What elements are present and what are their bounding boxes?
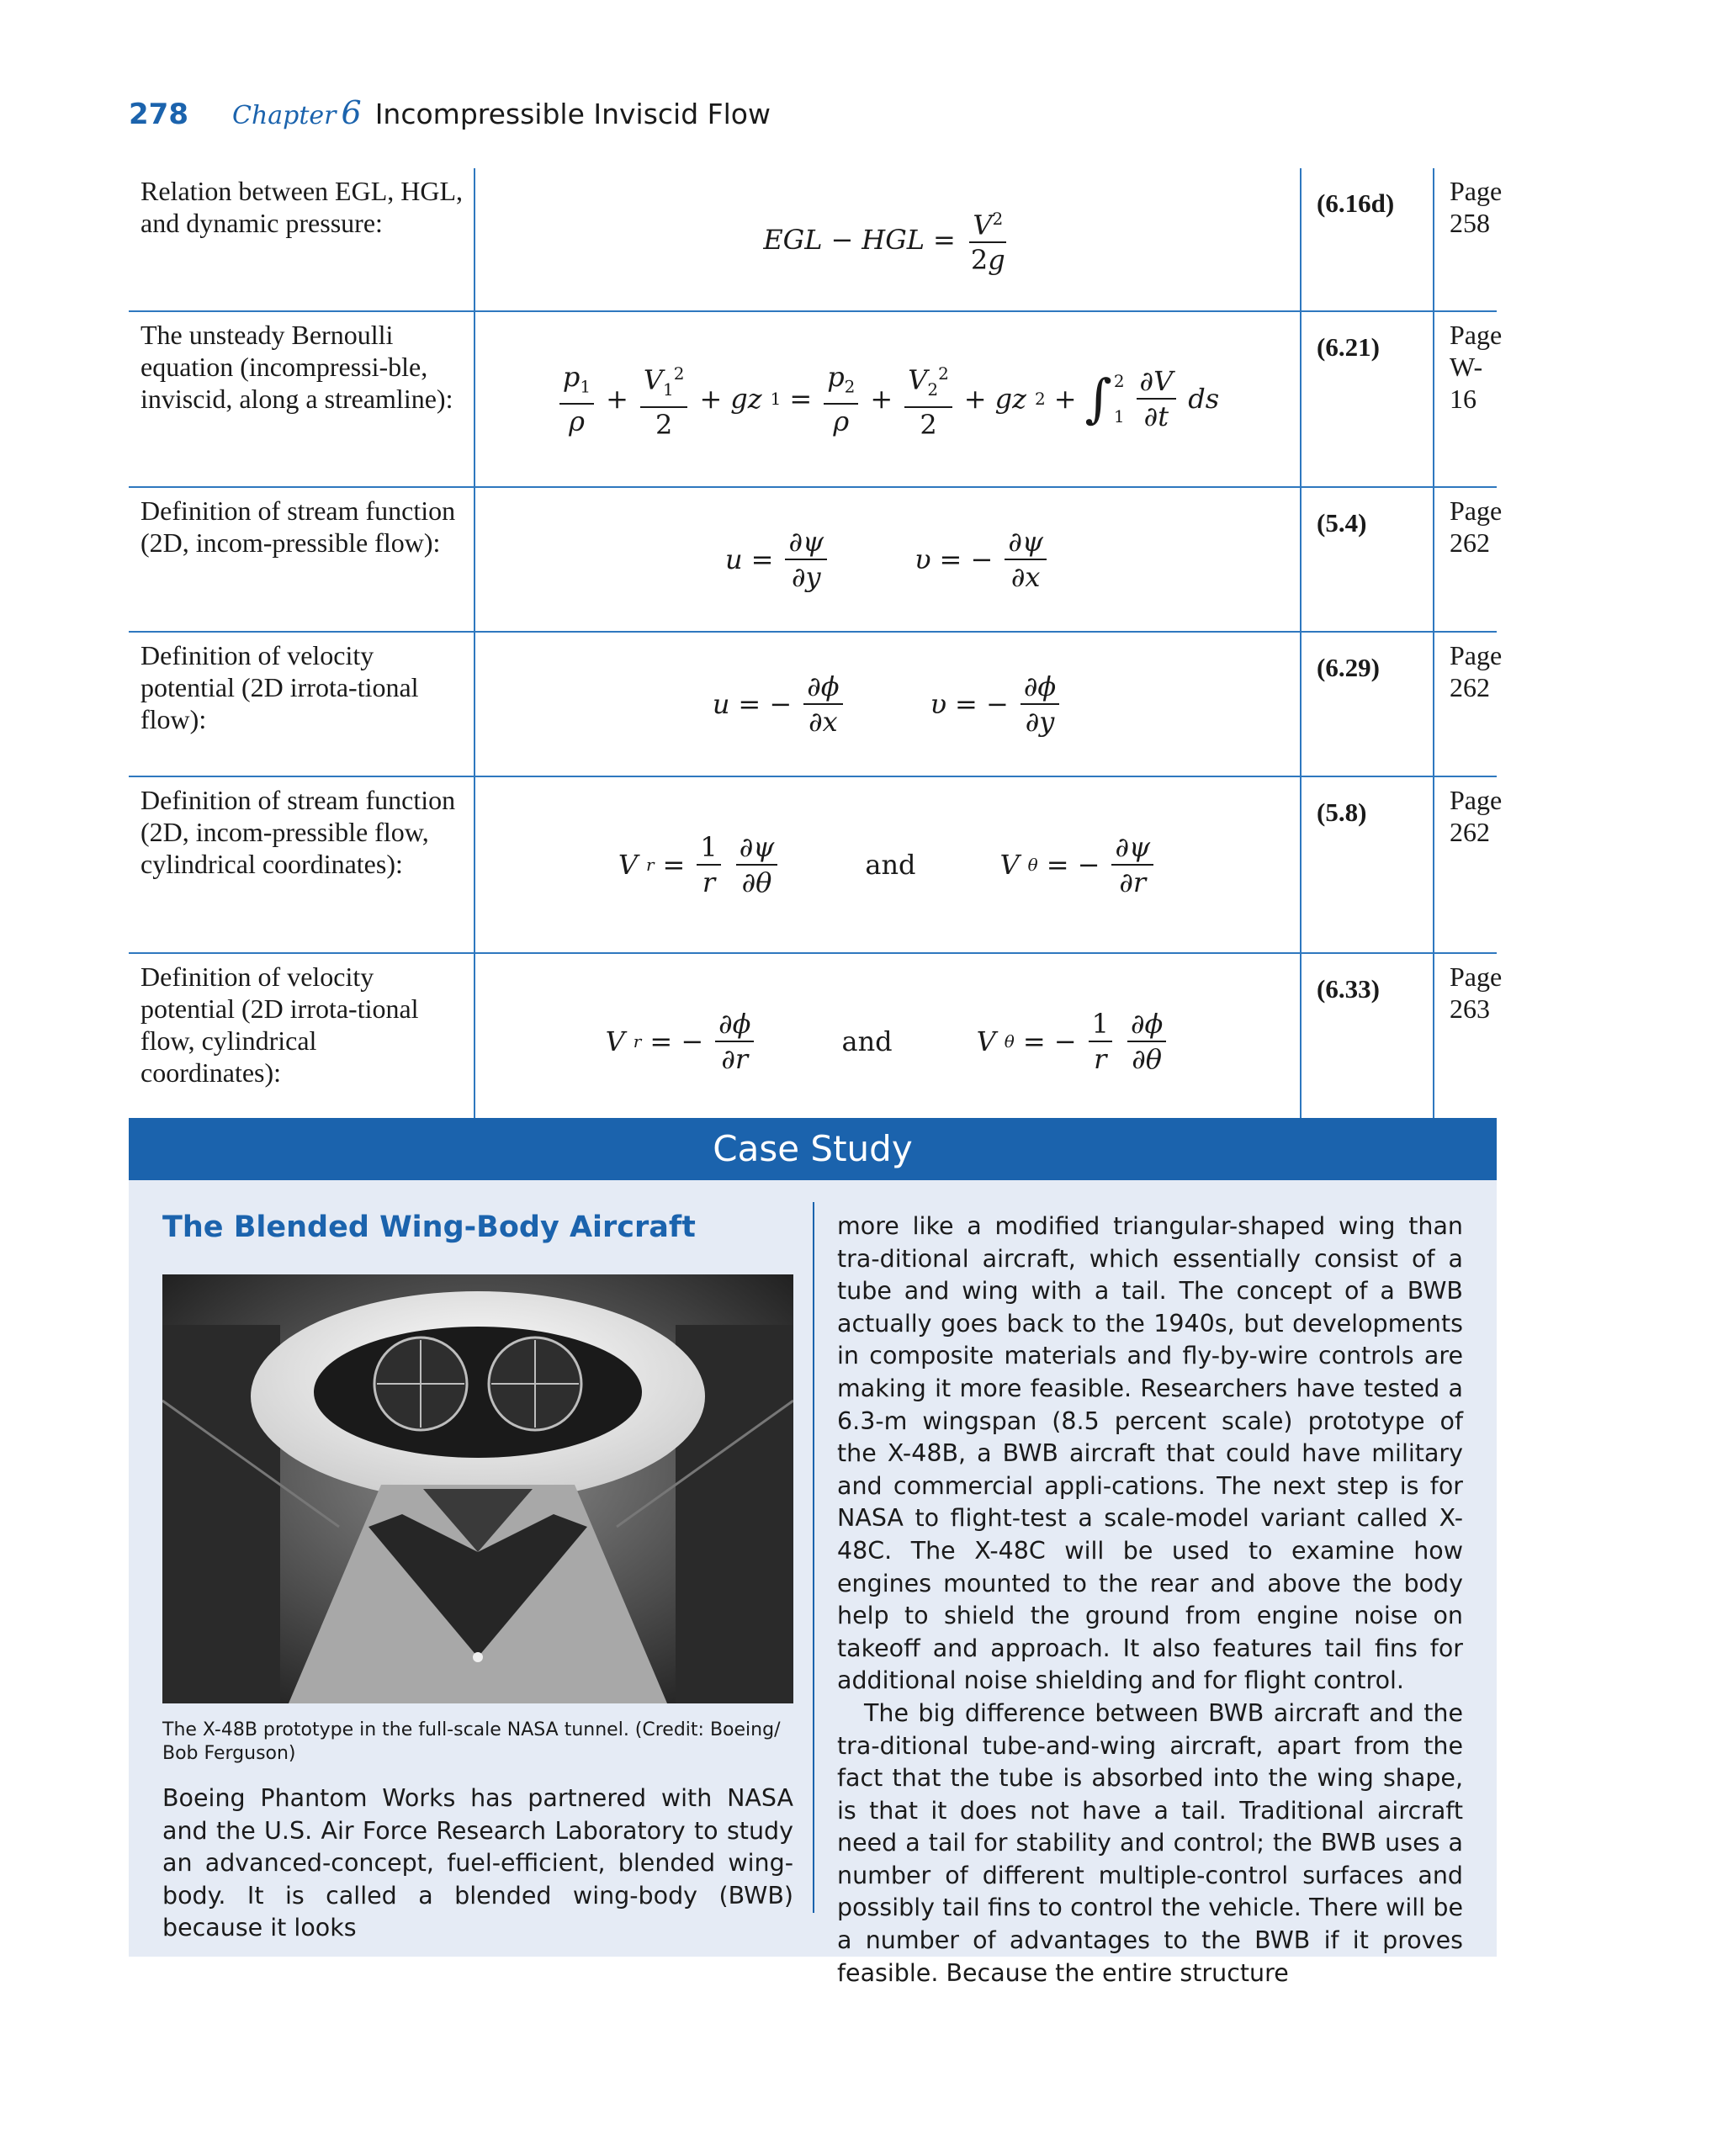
- table-row: [129, 168, 1497, 311]
- equation-description: Relation between EGL, HGL, and dynamic pressure:: [129, 168, 474, 311]
- table-row: [129, 953, 1497, 1131]
- case-study-paragraph: more like a modified triangular-shaped wing than tra-ditional aircraft, which essentially consist of a tube and wing with a tail. The concept of a BWB actually goes back to the 1940s, but developments in composite materials and fly-by-wire controls are making it more feasible. Researchers have tested a 6.3-m wingspan (8.5 percent scale) prototype of the X-48B, a BWB aircraft that could have military and commercial appli-cations. The next step is for NASA to flight-test a scale-model variant called X-48C. The X-48C will be used to examine how engines mounted to the rear and above the body help to shield the ground from engine noise on takeoff and approach. It also features tail fins for additional noise shielding and for flight control.: [837, 1212, 1463, 1695]
- page-value: 262: [1450, 817, 1490, 847]
- equation-description: Definition of velocity potential (2D irrota-tional flow, cylindrical coordinates):: [129, 953, 474, 1131]
- equation-number: (5.4): [1301, 487, 1434, 632]
- equation-velocity-potential-cylindrical: V r = − $\frac{\partial\phi}{\partial r}$ and V θ = − $\frac{1}{r}$ $\frac{\partial\phi}{\partial\theta}$: [474, 953, 1301, 1131]
- page-label: Page: [1450, 176, 1503, 206]
- case-study-banner: Case Study: [129, 1118, 1497, 1180]
- page-value: 263: [1450, 993, 1490, 1024]
- case-study-box: [129, 1118, 1497, 1987]
- page-value: 262: [1450, 672, 1490, 702]
- page-reference: [1434, 311, 1503, 487]
- case-study-left-column: [162, 1210, 793, 1945]
- photo-caption: The X-48B prototype in the full-scale NASA tunnel. (Credit: Boeing/ Bob Ferguson): [162, 1719, 781, 1764]
- page-reference: [1434, 168, 1503, 311]
- page-reference: [1434, 953, 1503, 1131]
- page-label: Page: [1450, 495, 1503, 526]
- page-label: Page: [1450, 320, 1503, 350]
- table-row: [129, 487, 1497, 632]
- page-reference: [1434, 776, 1503, 953]
- page-value: 258: [1450, 208, 1490, 238]
- equation-number: (6.33): [1301, 953, 1434, 1131]
- column-divider: [813, 1202, 814, 1913]
- equation-egl-hgl: EGL − HGL = $\frac{V^2}{2g}$: [474, 168, 1301, 311]
- page-reference: [1434, 487, 1503, 632]
- equation-stream-function: u = $\frac{\partial\psi}{\partial y}$ υ = − $\frac{\partial\psi}{\partial x}$: [474, 487, 1301, 632]
- chapter-title: Incompressible Inviscid Flow: [374, 98, 771, 130]
- equation-description: Definition of stream function (2D, incom-pressible flow, cylindrical coordinates):: [129, 776, 474, 953]
- equation-description: The unsteady Bernoulli equation (incompressi-ble, inviscid, along a streamline):: [129, 311, 474, 487]
- table-row: [129, 776, 1497, 953]
- case-study-title: The Blended Wing-Body Aircraft: [162, 1210, 696, 1244]
- equation-stream-function-cylindrical: V r = $\frac{1}{r}$ $\frac{\partial\psi}{\partial\theta}$ and V θ = − $\frac{\partial\psi}{\partial r}$: [474, 776, 1301, 953]
- page-value: 262: [1450, 527, 1490, 558]
- page-label: Page: [1450, 640, 1503, 670]
- chapter-label: Chapter: [231, 101, 337, 130]
- equation-description: Definition of stream function (2D, incom-pressible flow):: [129, 487, 474, 632]
- case-study-paragraph: The big difference between BWB aircraft and the tra-ditional tube-and-wing aircraft, apart from the fact that the tube is absorbed into the wing shape, is that it does not have a tail. Traditional aircraft need a tail for stability and control; the BWB uses a number of different multiple-control surfaces and possibly tail fins to control the vehicle. There will be a number of advantages to the BWB if it proves feasible. Because the entire structure: [837, 1698, 1463, 1987]
- and-word: and: [841, 1025, 893, 1057]
- page-label: Page: [1450, 961, 1503, 992]
- page-number: 278: [129, 98, 188, 131]
- and-word: and: [865, 849, 916, 881]
- equation-velocity-potential: u = − $\frac{\partial\phi}{\partial x}$ υ = − $\frac{\partial\phi}{\partial y}$: [474, 632, 1301, 776]
- chapter-number: 6: [341, 94, 362, 131]
- table-row: [129, 311, 1497, 487]
- page-label: Page: [1450, 785, 1503, 815]
- equation-number: (5.8): [1301, 776, 1434, 953]
- page-reference: [1434, 632, 1503, 776]
- running-header: [129, 94, 771, 136]
- equation-number: (6.21): [1301, 311, 1434, 487]
- equation-number: (6.16d): [1301, 168, 1434, 311]
- case-study-right-column: [837, 1210, 1463, 1989]
- equation-unsteady-bernoulli: $\frac{p_1}{\rho}$ + $\frac{V_1^2}{2}$ + gz 1 = $\frac{p_2}{\rho}$ + $\frac{V_2^2}{2}$ + gz 2 + ∫ 2 1 $\frac{\partial V}{\partial t}$ ds: [474, 311, 1301, 487]
- equation-summary-table: [129, 168, 1503, 1133]
- case-study-paragraph: Boeing Phantom Works has partnered with NASA and the U.S. Air Force Research Laboratory to study an advanced-concept, fuel-efficient, blended wing-body. It is called a blended wing-body (BWB) because it looks: [162, 1784, 793, 1942]
- x48b-wind-tunnel-photo: [162, 1274, 793, 1703]
- table-row: [129, 632, 1497, 776]
- equation-number: (6.29): [1301, 632, 1434, 776]
- page-value: W-16: [1450, 352, 1483, 414]
- equation-description: Definition of velocity potential (2D irrota-tional flow):: [129, 632, 474, 776]
